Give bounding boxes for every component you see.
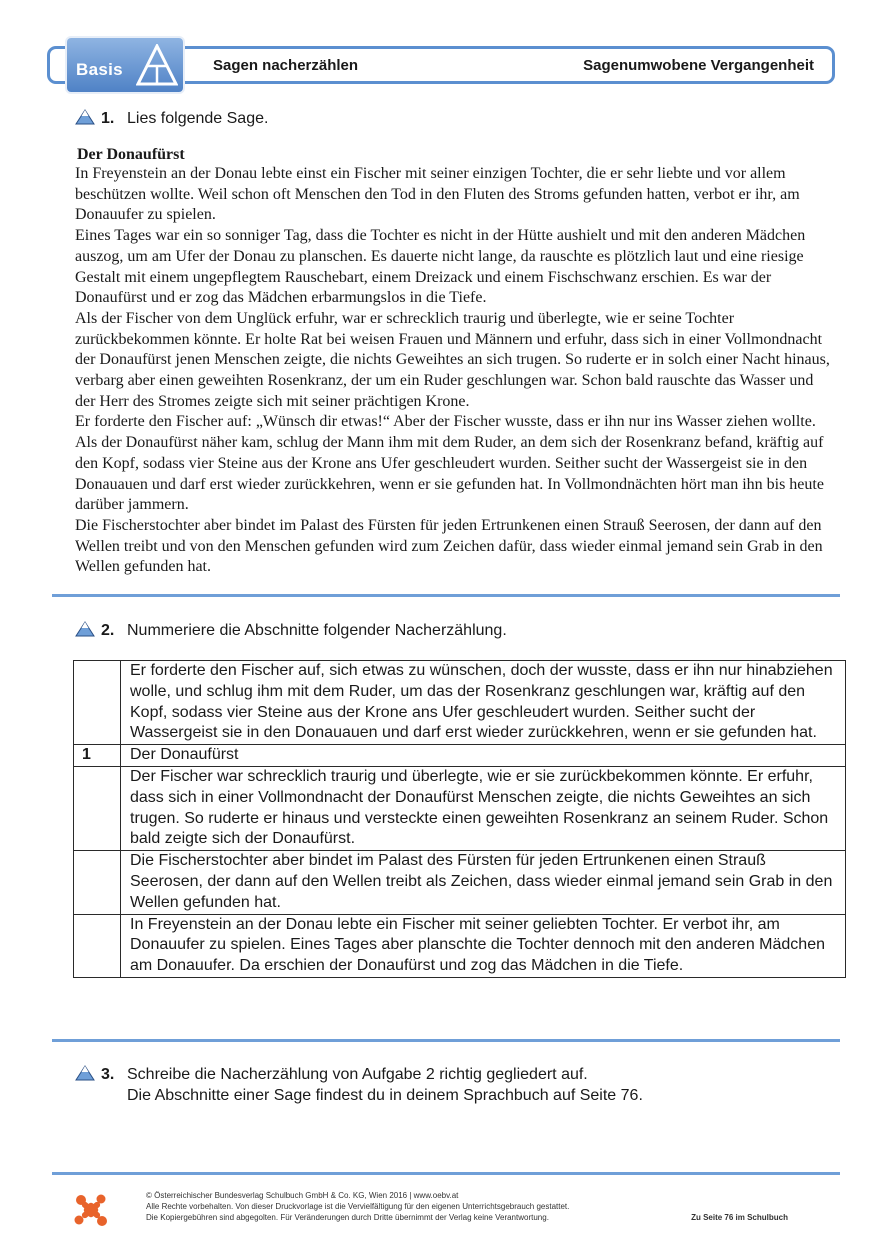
order-number-cell[interactable]: 1 [74,745,121,767]
task2-number: 2. [101,622,115,639]
story-paragraph: Eines Tages war ein so sonniger Tag, dass die Tochter es nicht in der Hütte aushielt und mit den anderen Mädchen auszog, um am Ufer der Donau zu planschen. Es dauerte nicht lange, da rauschte es plötzlich laut und eine riesige Gestalt mit einem ungepflegtem Rauschebart, einem Dreizack und einem Fischschwanz erschien. Es war der Donaufürst und er zog das Mädchen erbarmungslos in die Tiefe. [75,227,806,307]
story-paragraph: Als der Fischer von dem Unglück erfuhr, war er schrecklich traurig und überlegte, wie er seine Tochter zurückbekommen könnte. Er holte Rat bei weisen Frauen und Männern und erfuhr, dass sich in einer Vollmondnacht der Donaufürst jenen Menschen zeigte, die nichts Geweihtes an sich trugen. So ruderte er in solch einer Nacht hinaus, verbarg aber einen geweihten Rosenkranz, der um ein Ruder geschlungen war. Schon bald rauschte das Wasser und der Herr des Stromes zeigte sich mit seiner prächtigen Krone. [75,309,830,410]
section-text-cell: Die Fischerstochter aber bindet im Palast des Fürsten für jeden Ertrunkenen einen Strauß Seerosen, der dann auf den Wellen treibt als Zeichen, dass wieder einmal jemand sein Grab in den Wellen gefunden hat. [121,851,846,914]
section-text-cell: Der Donaufürst [121,745,846,767]
order-number-cell[interactable] [74,661,121,745]
story-text [75,164,835,578]
level-pyramid-icon [75,1065,95,1081]
footer-copyright [146,1191,569,1223]
publisher-logo-icon [72,1192,110,1228]
task3-instruction-line2: Die Abschnitte einer Sage findest du in deinem Sprachbuch auf Seite 76. [127,1087,643,1104]
header-chapter: Sagenumwobene Vergangenheit [583,57,814,74]
textbook-reference: Zu Seite 76 im Schulbuch [691,1213,788,1222]
task3-number: 3. [101,1066,115,1083]
ordering-table [73,660,846,978]
order-number-cell[interactable] [74,914,121,977]
table-row [74,766,846,850]
story-paragraph: In Freyenstein an der Donau lebte einst ein Fischer mit seiner einzigen Tochter, die er sehr liebte und vor allem beschützen wollte. Weil schon oft Menschen den Tod in den Fluten des Stroms gefunden hatten, verbot er ihr, am Donauufer zu spielen. [75,165,800,224]
task1-instruction: Lies folgende Sage. [127,110,269,127]
section-text-cell: In Freyenstein an der Donau lebte ein Fischer mit seiner geliebten Tochter. Er verbot ihr, am Donauufer zu spielen. Eines Tages aber planschte die Tochter dennoch mit den anderen Mädchen am Donauufer. Da erschien der Donaufürst und zog das Mädchen in die Tiefe. [121,914,846,977]
section-divider [52,1039,840,1042]
table-row [74,851,846,914]
section-divider [52,594,840,597]
pyramid-icon [136,44,178,86]
story-paragraph: Er forderte den Fischer auf: „Wünsch dir etwas!“ Aber der Fischer wusste, dass er ihn nur ins Wasser ziehen wollte. Als der Donaufürst näher kam, schlug der Mann ihm mit dem Ruder, an dem sich der Rosenkranz befand, kräftig auf den Kopf, sodass vier Steine aus der Krone ans Ufer geschleudert wurden. Seither sucht der Wassergeist sie in den Donauauen und darf erst wieder zurückkehren, wenn er sie gefunden hat. In Vollmondnächten hört man ihn bis heute darüber jammern. [75,413,824,514]
table-row [74,745,846,767]
order-number-cell[interactable] [74,851,121,914]
task3-instruction-line1: Schreibe die Nacherzählung von Aufgabe 2 richtig gegliedert auf. [127,1066,588,1083]
footer-divider [52,1172,840,1175]
story-title: Der Donaufürst [77,146,185,163]
rights-line: Alle Rechte vorbehalten. Von dieser Druckvorlage ist die Vervielfältigung für den eigenen Unterrichtsgebrauch gestattet. [146,1201,570,1211]
task1-number: 1. [101,110,115,127]
table-row [74,914,846,977]
basis-label: Basis [76,60,123,79]
fees-line: Die Kopiergebühren sind abgegolten. Für Veränderungen durch Dritte übernimmt der Verlag keine Verantwortung. [146,1212,549,1222]
task2-instruction: Nummeriere die Abschnitte folgender Nacherzählung. [127,622,507,639]
level-pyramid-icon [75,621,95,637]
header-topic: Sagen nacherzählen [213,57,359,74]
section-text-cell: Er forderte den Fischer auf, sich etwas zu wünschen, doch der wusste, dass er ihn nur hinabziehen wolle, und schlug ihm mit dem Ruder, um das der Rosenkranz geschlungen war, kräftig auf den Kopf, sodass vier Steine aus der Krone ans Ufer geschleudert wurden. Seither sucht der Wassergeist sie in den Donauauen und darf erst wieder zurückkehren, wenn er sie gefunden hat. [121,661,846,745]
level-pyramid-icon [75,109,95,125]
story-paragraph: Die Fischerstochter aber bindet im Palast des Fürsten für jeden Ertrunkenen einen Strauß Seerosen, der dann auf den Wellen treibt und von den Menschen gefunden wird zum Zeichen dafür, dass wieder einmal jemand sein Grab in den Wellen gefunden hat. [75,516,823,576]
section-text-cell: Der Fischer war schrecklich traurig und überlegte, wie er sie zurückbekommen könnte. Er erfuhr, dass sich in einer Vollmondnacht der Donaufürst Menschen zeigte, die nichts Geweihtes an sich trugen. So ruderte er hinaus und versteckte einen geweihten Rosenkranz an seinem Ruder. Schon bald zeigte sich der Donaufürst. [121,766,846,850]
order-number-cell[interactable] [74,766,121,850]
table-row [74,661,846,745]
copyright-line: © Österreichischer Bundesverlag Schulbuch GmbH & Co. KG, Wien 2016 | www.oebv.at [146,1191,459,1200]
